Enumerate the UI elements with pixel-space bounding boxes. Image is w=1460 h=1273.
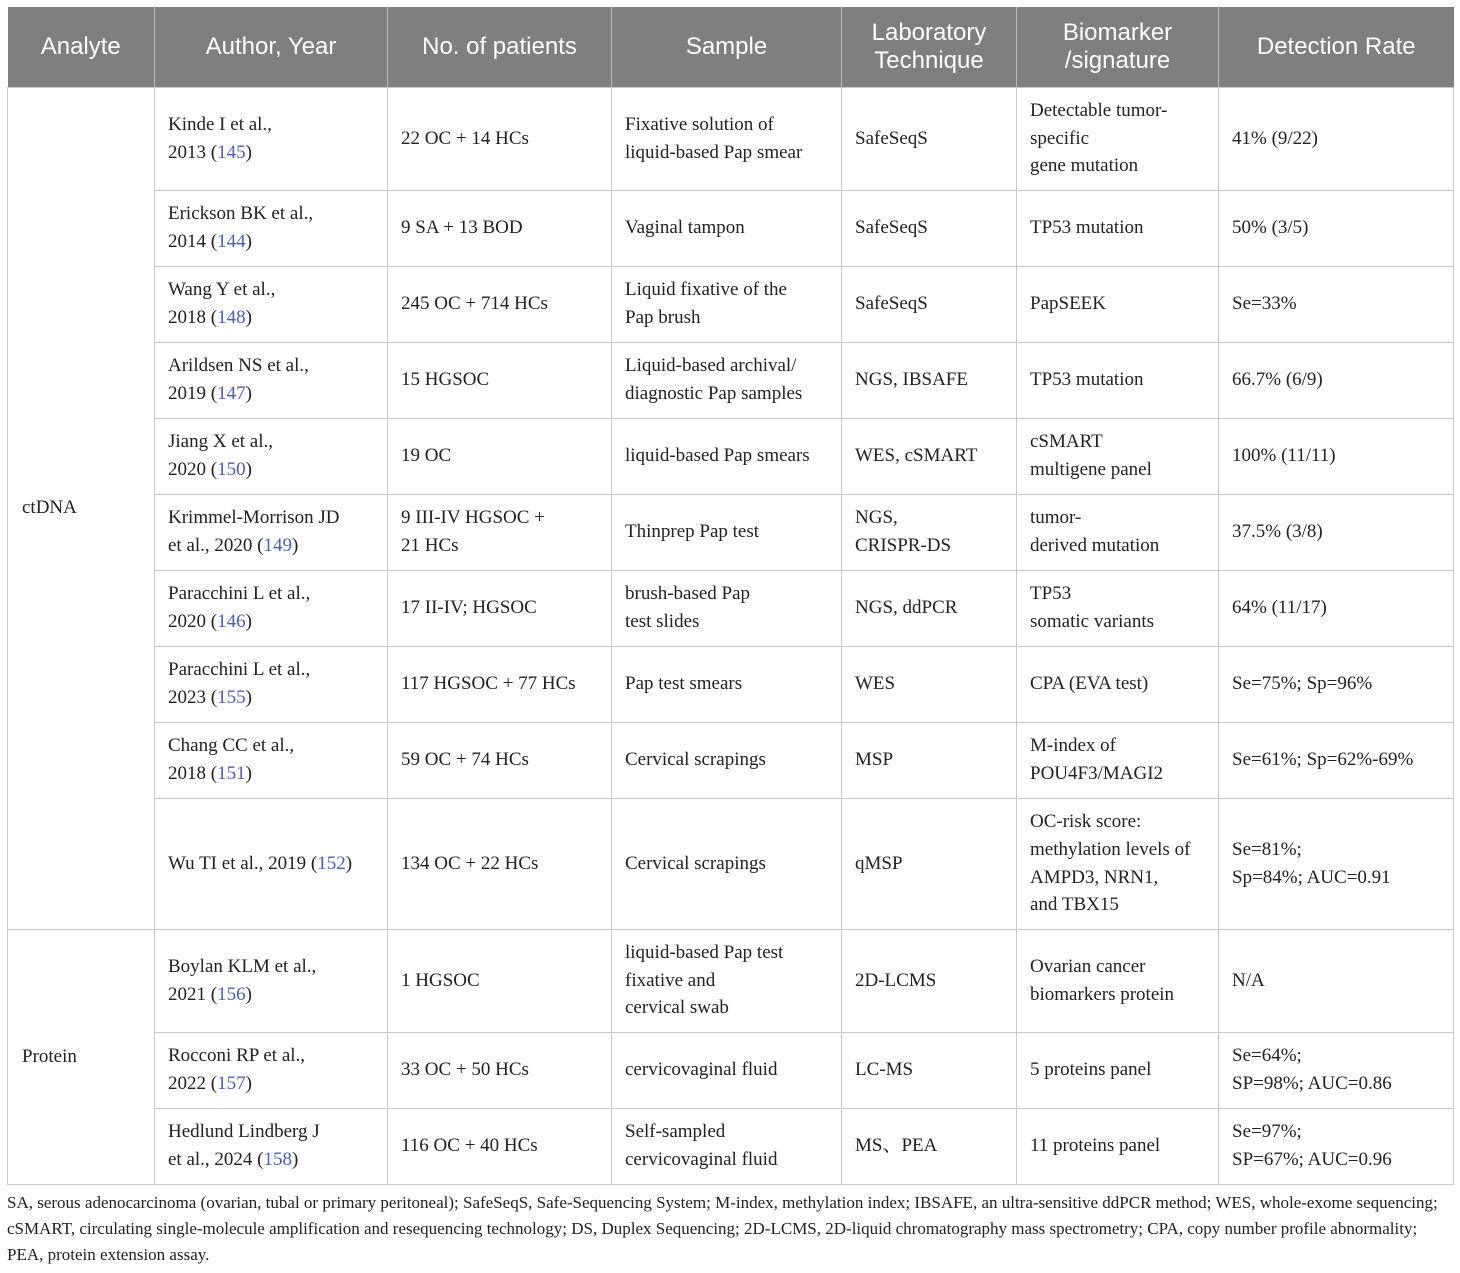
citation-close-paren: ): [292, 1149, 299, 1170]
detection-rate-cell: [1219, 722, 1454, 798]
citation-close-paren: ): [245, 763, 252, 784]
author-year-line: 2023 (: [168, 687, 218, 708]
author-year-cell: [155, 342, 388, 418]
technique-cell: [842, 494, 1017, 570]
analyte-cell: Protein: [8, 929, 155, 1184]
patients-cell: [388, 570, 612, 646]
sample-line: brush-based Pap: [625, 583, 751, 605]
citation-close-paren: ): [245, 983, 252, 1005]
sample-cell: [612, 646, 842, 722]
sample-cell: [612, 570, 842, 646]
patients-cell: [388, 418, 612, 494]
biomarker-line: TP53 mutation: [1030, 217, 1144, 239]
detection-rate-line: Se=75%; Sp=96%: [1232, 673, 1373, 695]
biomarker-line: POU4F3/MAGI2: [1030, 763, 1164, 784]
sample-cell: [612, 798, 842, 929]
citation-link[interactable]: 144: [217, 231, 246, 252]
citation-link[interactable]: 158: [263, 1149, 293, 1170]
technique-line: CRISPR-DS: [855, 535, 952, 556]
technique-line: MSP: [855, 749, 894, 771]
author-year-line: 2018 (: [168, 307, 218, 328]
header-analyte: Analyte: [8, 7, 155, 87]
biomarker-line: 11 proteins panel: [1030, 1135, 1161, 1157]
table-row: [8, 570, 1454, 646]
technique-cell: [842, 722, 1017, 798]
technique-cell: [842, 570, 1017, 646]
author-year-cell: [155, 1108, 388, 1184]
table-row: [8, 418, 1454, 494]
citation-link[interactable]: 145: [217, 141, 246, 163]
detection-rate-line: 100% (11/11): [1232, 445, 1336, 467]
sample-cell: [612, 494, 842, 570]
table-row: [8, 190, 1454, 266]
author-year-line: 2020 (: [168, 611, 218, 632]
author-year-cell: [155, 418, 388, 494]
author-year-line: 2013 (: [168, 141, 218, 163]
sample-line: liquid-based Pap test: [625, 942, 784, 964]
citation-link[interactable]: 149: [263, 535, 293, 556]
sample-line: test slides: [625, 611, 700, 632]
patients-cell: [388, 798, 612, 929]
detection-rate-line: 66.7% (6/9): [1232, 369, 1323, 391]
patients-cell: [388, 646, 612, 722]
patients-line: 21 HCs: [401, 535, 459, 556]
author-year-line: Paracchini L et al.,: [168, 583, 311, 605]
author-year-cell: [155, 798, 388, 929]
sample-cell: [612, 342, 842, 418]
biomarker-line: methylation levels of: [1030, 838, 1191, 860]
detection-rate-line: SP=67%; AUC=0.96: [1232, 1149, 1392, 1170]
biomarker-line: TP53: [1030, 583, 1072, 605]
technique-cell: [842, 646, 1017, 722]
biomarker-line: Detectable tumor-: [1030, 100, 1168, 122]
author-year-cell: [155, 646, 388, 722]
author-year-line: Jiang X et al.,: [168, 431, 274, 453]
table-row: [8, 342, 1454, 418]
sample-cell: [612, 418, 842, 494]
detection-rate-cell: [1219, 418, 1454, 494]
author-year-cell: [155, 570, 388, 646]
detection-rate-cell: [1219, 494, 1454, 570]
technique-line: SafeSeqS: [855, 217, 928, 239]
biomarker-cell: [1017, 342, 1219, 418]
detection-rate-cell: [1219, 1032, 1454, 1108]
table-row: [8, 494, 1454, 570]
technique-line: LC-MS: [855, 1059, 914, 1081]
sample-line: Vaginal tampon: [625, 217, 745, 239]
patients-line: 9 III-IV HGSOC +: [401, 507, 545, 529]
detection-rate-line: Se=97%;: [1232, 1121, 1302, 1143]
data-table: [7, 7, 1454, 1185]
detection-rate-line: Se=64%;: [1232, 1045, 1302, 1067]
footnote: [7, 1190, 1453, 1268]
author-year-cell: [155, 266, 388, 342]
patients-cell: [388, 190, 612, 266]
patients-line: 134 OC + 22 HCs: [401, 852, 539, 874]
citation-close-paren: ): [245, 459, 252, 480]
header-author-year: Author, Year: [155, 7, 388, 87]
patients-line: 22 OC + 14 HCs: [401, 127, 529, 149]
technique-line: NGS,: [855, 507, 898, 529]
table-row: [8, 266, 1454, 342]
citation-link[interactable]: 147: [217, 383, 246, 404]
biomarker-line: multigene panel: [1030, 459, 1152, 480]
sample-line: Liquid fixative of the: [625, 279, 787, 301]
sample-line: cervicovaginal fluid: [625, 1059, 778, 1081]
sample-cell: [612, 87, 842, 190]
author-year-line: Chang CC et al.,: [168, 735, 295, 757]
author-year-cell: [155, 722, 388, 798]
citation-close-paren: ): [245, 1073, 252, 1094]
detection-rate-line: 50% (3/5): [1232, 217, 1309, 239]
sample-line: Self-sampled: [625, 1121, 726, 1143]
table-row: [8, 722, 1454, 798]
biomarker-cell: [1017, 929, 1219, 1032]
technique-line: NGS, ddPCR: [855, 597, 958, 619]
sample-cell: [612, 722, 842, 798]
citation-link[interactable]: 146: [217, 611, 246, 632]
author-year-line: Erickson BK et al.,: [168, 203, 314, 225]
biomarker-line: and TBX15: [1030, 894, 1119, 916]
patients-line: 15 HGSOC: [401, 369, 490, 391]
sample-cell: [612, 190, 842, 266]
biomarker-cell: [1017, 1032, 1219, 1108]
patients-cell: [388, 1108, 612, 1184]
detection-rate-cell: [1219, 929, 1454, 1032]
author-year-cell: [155, 929, 388, 1032]
header-technique: [842, 7, 1017, 87]
citation-close-paren: ): [245, 231, 252, 252]
table-row: [8, 87, 1454, 190]
header-biomarker-line2: /signature: [1064, 46, 1171, 74]
detection-rate-cell: [1219, 570, 1454, 646]
biomarker-cell: [1017, 798, 1219, 929]
biomarker-line: tumor-: [1030, 507, 1082, 529]
patients-cell: [388, 87, 612, 190]
biomarker-cell: [1017, 722, 1219, 798]
biomarker-cell: [1017, 570, 1219, 646]
biomarker-cell: [1017, 494, 1219, 570]
technique-cell: [842, 266, 1017, 342]
citation-close-paren: ): [245, 383, 252, 404]
citation-link[interactable]: 152: [317, 852, 346, 874]
detection-rate-line: Sp=84%; AUC=0.91: [1232, 866, 1391, 888]
table-row: [8, 929, 1454, 1032]
analyte-cell: ctDNA: [8, 87, 155, 929]
technique-cell: [842, 418, 1017, 494]
technique-cell: [842, 190, 1017, 266]
biomarker-line: 5 proteins panel: [1030, 1059, 1152, 1081]
detection-rate-line: 41% (9/22): [1232, 127, 1319, 149]
detection-rate-cell: [1219, 87, 1454, 190]
citation-close-paren: ): [245, 141, 252, 163]
author-year-line: 2014 (: [168, 231, 218, 252]
technique-cell: [842, 1032, 1017, 1108]
technique-line: NGS, IBSAFE: [855, 369, 968, 391]
patients-cell: [388, 929, 612, 1032]
technique-line: SafeSeqS: [855, 127, 928, 149]
author-year-line: Kinde I et al.,: [168, 113, 272, 135]
sample-cell: [612, 266, 842, 342]
author-year-line: Wang Y et al.,: [168, 279, 276, 301]
patients-line: 59 OC + 74 HCs: [401, 749, 529, 771]
patients-line: 117 HGSOC + 77 HCs: [401, 673, 576, 695]
citation-close-paren: ): [245, 687, 252, 708]
citation-link[interactable]: 157: [217, 1073, 246, 1094]
author-year-line: 2019 (: [168, 383, 218, 404]
detection-rate-line: Se=33%: [1232, 293, 1297, 315]
header-patients: No. of patients: [388, 7, 612, 87]
footnote-text: SA, serous adenocarcinoma (ovarian, tubal or primary peritoneal); SafeSeqS, Safe-Sequencing System; M-index, methylation index; IBSAFE, an ultra-sensitive ddPCR method; WES, whole-exome sequencing; cSMART, circulating single-molecule amplification and resequencing technology; DS, Duplex Sequencing; 2D-LCMS, 2D-liquid chromatography mass spectrometry; CPA, copy number profile abnormality; PEA, protein extension assay.: [7, 1193, 1438, 1264]
author-year-line: Paracchini L et al.,: [168, 659, 311, 681]
author-year-line: 2020 (: [168, 459, 218, 480]
header-row: [8, 7, 1454, 87]
technique-cell: [842, 87, 1017, 190]
table-row: [8, 646, 1454, 722]
author-year-cell: [155, 494, 388, 570]
biomarker-line: specific: [1030, 127, 1090, 149]
patients-line: 19 OC: [401, 445, 452, 467]
biomarker-line: Ovarian cancer: [1030, 955, 1146, 977]
author-year-line: 2018 (: [168, 763, 218, 784]
author-year-line: Rocconi RP et al.,: [168, 1045, 306, 1067]
patients-cell: [388, 266, 612, 342]
sample-line: Fixative solution of: [625, 113, 774, 135]
technique-line: MS、PEA: [855, 1135, 938, 1157]
biomarker-line: TP53 mutation: [1030, 369, 1144, 391]
sample-cell: [612, 929, 842, 1032]
sample-cell: [612, 1108, 842, 1184]
author-year-cell: [155, 87, 388, 190]
patients-line: 33 OC + 50 HCs: [401, 1059, 529, 1081]
biomarker-line: biomarkers protein: [1030, 983, 1175, 1005]
biomarker-cell: [1017, 266, 1219, 342]
author-year-line: Boylan KLM et al.,: [168, 955, 317, 977]
citation-link[interactable]: 150: [217, 459, 246, 480]
sample-line: cervicovaginal fluid: [625, 1149, 778, 1170]
author-year-line: Krimmel-Morrison JD: [168, 507, 340, 529]
header-biomarker: [1017, 7, 1219, 87]
biomarker-line: somatic variants: [1030, 611, 1154, 632]
author-year-line: Hedlund Lindberg J: [168, 1121, 320, 1143]
technique-cell: [842, 798, 1017, 929]
detection-rate-cell: [1219, 190, 1454, 266]
patients-cell: [388, 722, 612, 798]
technique-line: SafeSeqS: [855, 293, 928, 315]
patients-cell: [388, 1032, 612, 1108]
biomarker-cell: [1017, 190, 1219, 266]
biomarker-line: derived mutation: [1030, 535, 1160, 556]
patients-line: 245 OC + 714 HCs: [401, 293, 548, 315]
technique-line: WES, cSMART: [855, 445, 978, 467]
sample-line: cervical swab: [625, 997, 729, 1019]
biomarker-line: PapSEEK: [1030, 293, 1106, 315]
biomarker-line: M-index of: [1030, 735, 1117, 757]
detection-rate-line: N/A: [1232, 969, 1265, 991]
author-year-cell: [155, 190, 388, 266]
sample-line: fixative and: [625, 969, 716, 991]
sample-cell: [612, 1032, 842, 1108]
sample-line: liquid-based Pap smears: [625, 445, 810, 467]
citation-link[interactable]: 151: [217, 763, 246, 784]
table-row: [8, 798, 1454, 929]
biomarker-line: gene mutation: [1030, 155, 1139, 177]
detection-rate-line: SP=98%; AUC=0.86: [1232, 1073, 1392, 1094]
author-year-line: Arildsen NS et al.,: [168, 355, 309, 377]
header-technique-line2: Technique: [874, 46, 984, 74]
detection-rate-cell: [1219, 1108, 1454, 1184]
citation-link[interactable]: 156: [217, 983, 246, 1005]
author-year-line: 2021 (: [168, 983, 218, 1005]
patients-line: 17 II-IV; HGSOC: [401, 597, 537, 619]
detection-rate-cell: [1219, 646, 1454, 722]
table-container: [7, 7, 1453, 1185]
citation-link[interactable]: 148: [217, 307, 246, 328]
technique-line: WES: [855, 673, 896, 695]
biomarker-cell: [1017, 418, 1219, 494]
biomarker-cell: [1017, 87, 1219, 190]
sample-line: Cervical scrapings: [625, 852, 766, 874]
detection-rate-line: 64% (11/17): [1232, 597, 1327, 619]
technique-cell: [842, 929, 1017, 1032]
sample-line: Cervical scrapings: [625, 749, 766, 771]
header-sample: Sample: [612, 7, 842, 87]
biomarker-line: OC-risk score:: [1030, 811, 1142, 833]
citation-link[interactable]: 155: [217, 687, 246, 708]
technique-cell: [842, 342, 1017, 418]
sample-line: Pap brush: [625, 307, 701, 328]
header-biomarker-line1: Biomarker: [1062, 18, 1173, 46]
detection-rate-line: Se=61%; Sp=62%-69%: [1232, 749, 1414, 771]
detection-rate-line: Se=81%;: [1232, 838, 1302, 860]
author-year-line: et al., 2020 (: [168, 535, 264, 556]
detection-rate-line: 37.5% (3/8): [1232, 521, 1323, 543]
technique-line: 2D-LCMS: [855, 969, 937, 991]
biomarker-cell: [1017, 646, 1219, 722]
header-detection-rate: Detection Rate: [1219, 7, 1454, 87]
citation-close-paren: ): [245, 307, 252, 328]
patients-cell: [388, 494, 612, 570]
patients-cell: [388, 342, 612, 418]
patients-line: 1 HGSOC: [401, 969, 480, 991]
table-row: [8, 1032, 1454, 1108]
detection-rate-cell: [1219, 798, 1454, 929]
biomarker-line: cSMART: [1030, 431, 1103, 453]
biomarker-line: AMPD3, NRN1,: [1030, 866, 1159, 888]
table-row: [8, 1108, 1454, 1184]
author-year-line: et al., 2024 (: [168, 1149, 264, 1170]
detection-rate-cell: [1219, 266, 1454, 342]
table-body: [8, 87, 1454, 1184]
sample-line: Thinprep Pap test: [625, 521, 760, 543]
sample-line: liquid-based Pap smear: [625, 141, 803, 163]
sample-line: diagnostic Pap samples: [625, 383, 803, 404]
detection-rate-cell: [1219, 342, 1454, 418]
header-technique-line1: Laboratory: [871, 18, 987, 46]
technique-cell: [842, 1108, 1017, 1184]
author-year-cell: [155, 1032, 388, 1108]
biomarker-line: CPA (EVA test): [1030, 673, 1149, 695]
sample-line: Pap test smears: [625, 673, 743, 695]
citation-close-paren: ): [345, 852, 353, 874]
author-year-line: Wu TI et al., 2019 (: [168, 852, 318, 874]
author-year-line: 2022 (: [168, 1073, 218, 1094]
biomarker-cell: [1017, 1108, 1219, 1184]
patients-line: 9 SA + 13 BOD: [401, 217, 523, 239]
citation-close-paren: ): [292, 535, 299, 556]
technique-line: qMSP: [855, 852, 903, 874]
citation-close-paren: ): [245, 611, 252, 632]
patients-line: 116 OC + 40 HCs: [401, 1135, 538, 1157]
sample-line: Liquid-based archival/: [625, 355, 797, 377]
